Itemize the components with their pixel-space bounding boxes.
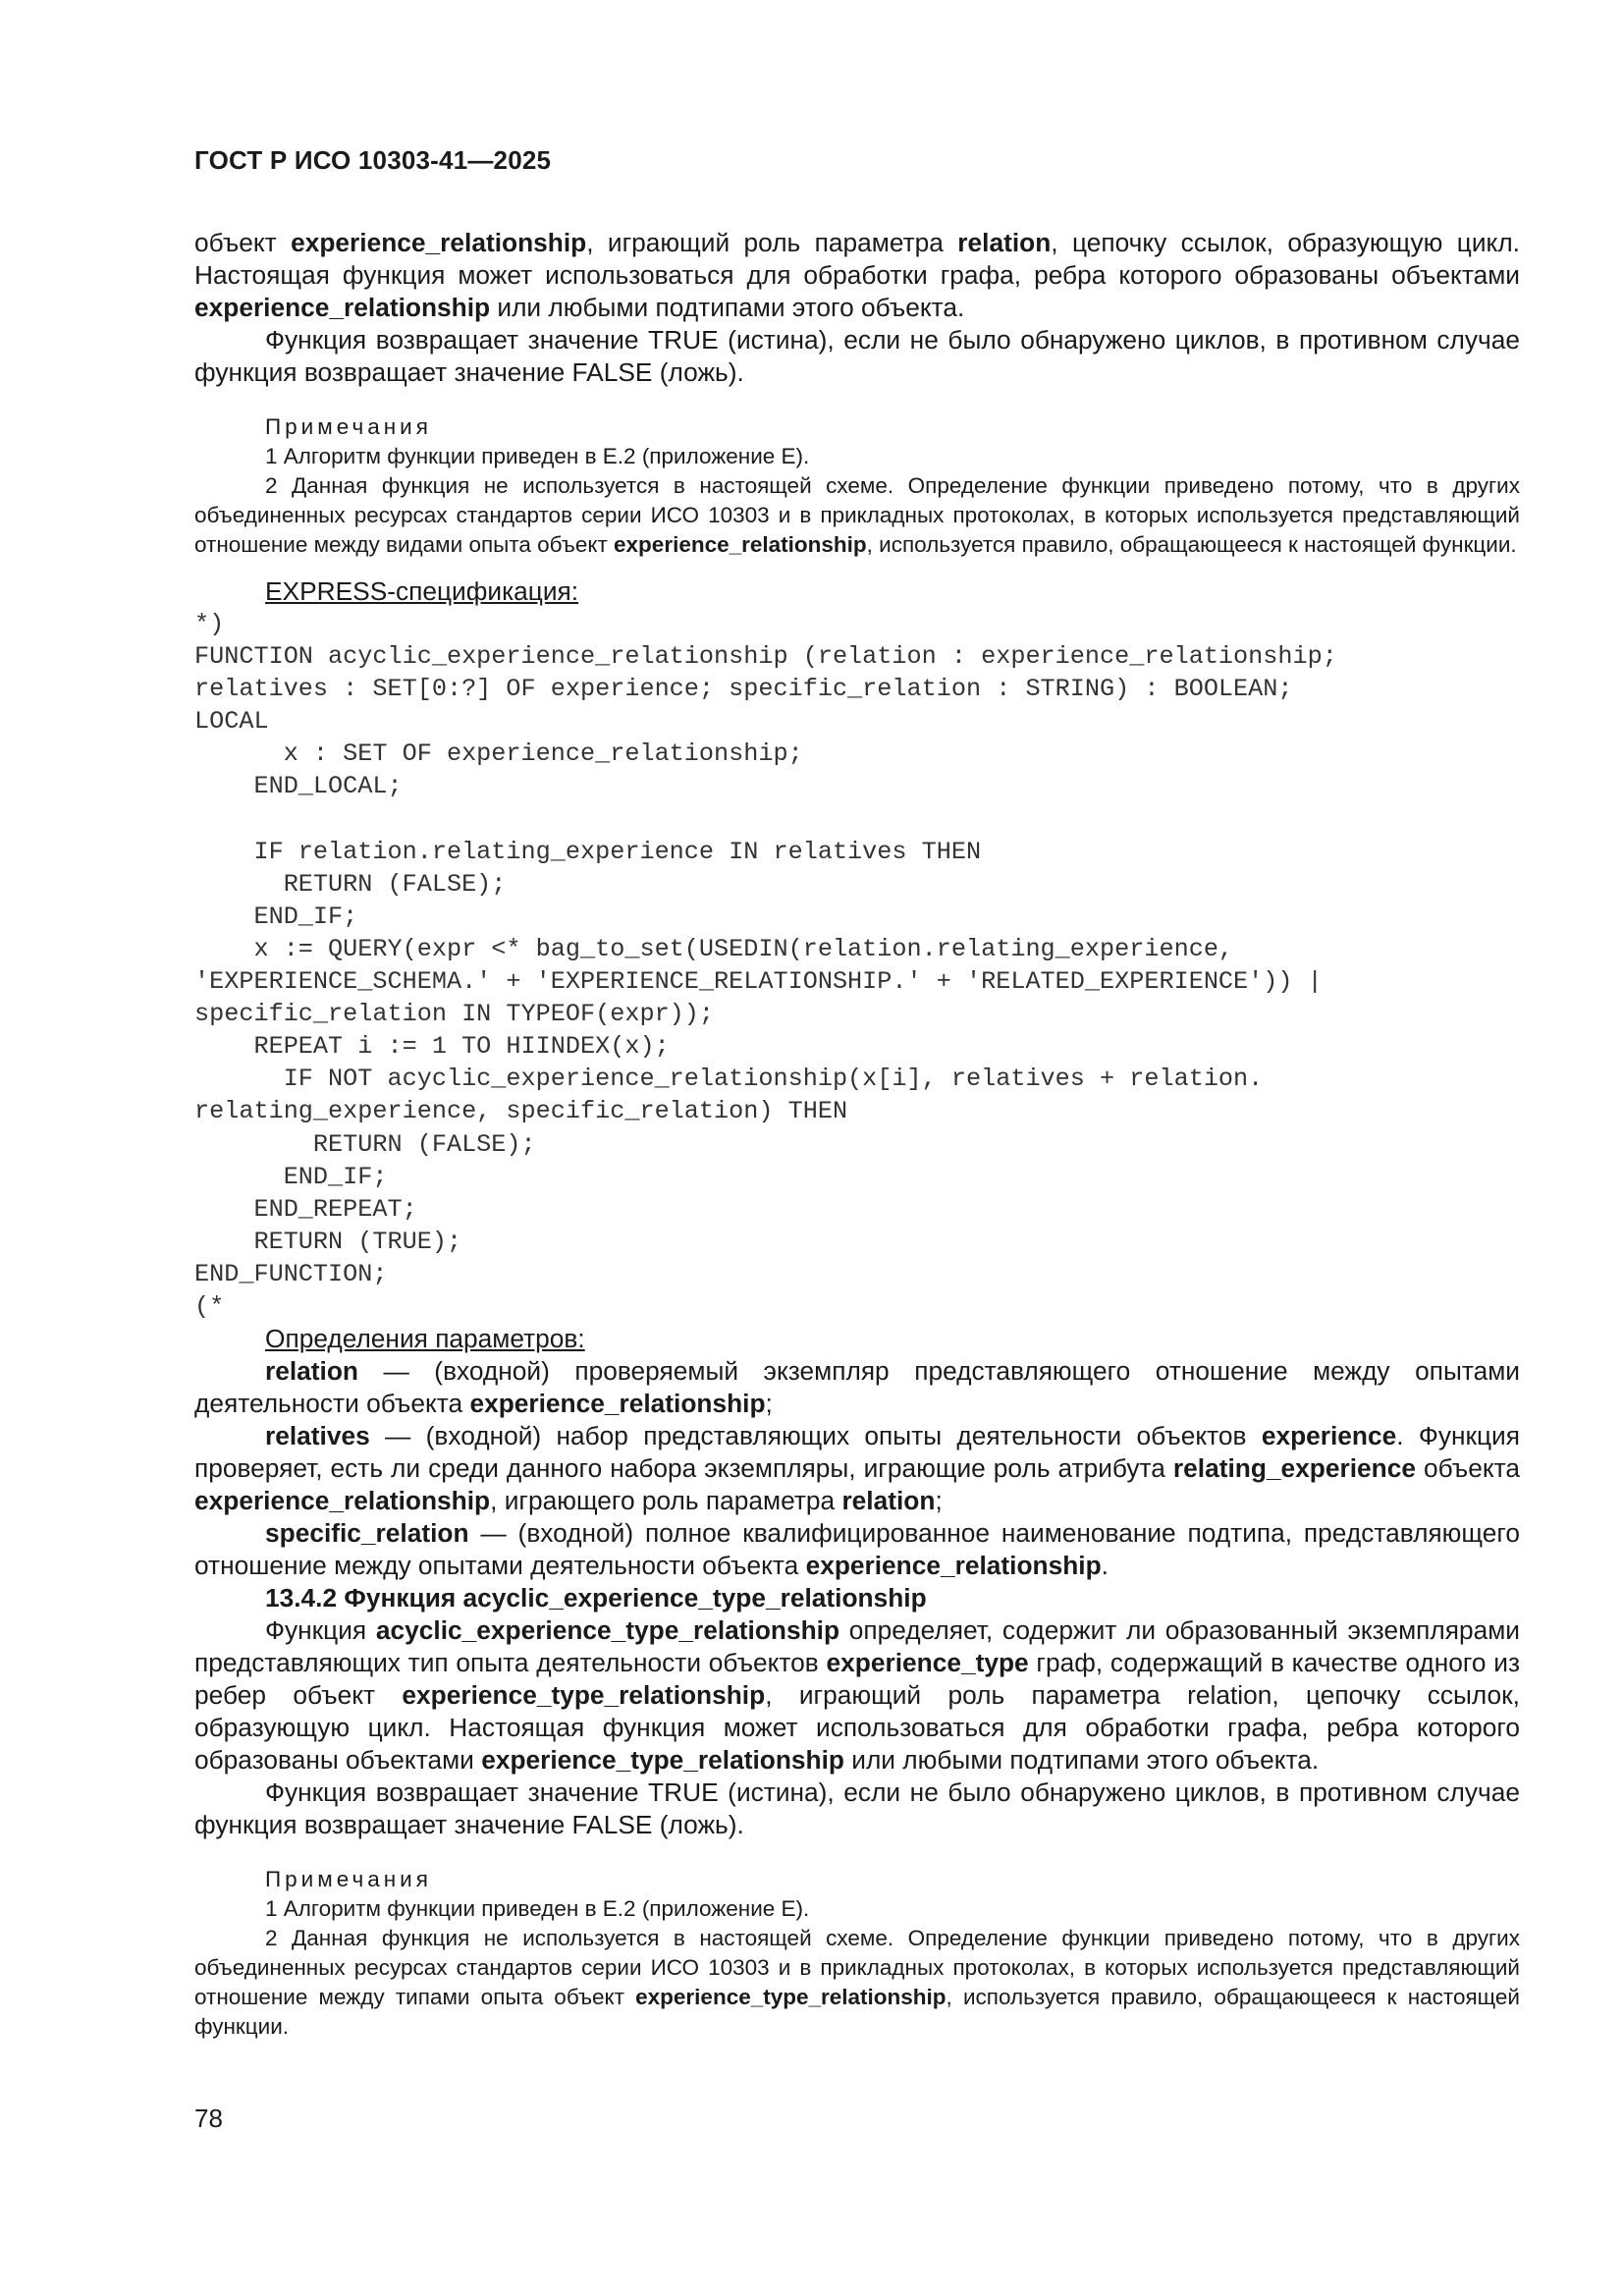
param-specific-relation: specific_relation — (входной) полное квалифицированное наименование подтипа, представляющего отношение между опытами деятельности объекта experience_relationship. — [194, 1518, 1520, 1581]
term-bold: experience — [1261, 1421, 1397, 1451]
code-line: RETURN (FALSE); — [194, 1129, 536, 1159]
term-bold: experience_relationship — [291, 228, 587, 257]
notes-block-2 — [194, 1865, 1520, 2042]
code-line: END_REPEAT; — [194, 1194, 417, 1224]
code-line: RETURN (TRUE); — [194, 1227, 462, 1256]
section-body: Функция acyclic_experience_type_relationship определяет, содержит ли образованный экземплярами представляющих тип опыта деятельности объектов experience_type граф, содержащий в качестве одного из ребер объект experience_type_relationship, играющий роль параметра relation, цепочку ссылок, образующую цикл. Настоящая функция может использоваться для обработки графа, ребра которого образованы объектами experience_type_relationship или любыми подтипами этого объекта. — [194, 1615, 1521, 1776]
code-line: 'EXPERIENCE_SCHEMA.' + 'EXPERIENCE_RELATIONSHIP.' + 'RELATED_EXPERIENCE')) | — [194, 967, 1323, 997]
term-bold: experience_relationship — [805, 1551, 1102, 1581]
code-line: RETURN (FALSE); — [194, 869, 507, 899]
intro-paragraph: объект experience_relationship, играющий роль параметра relation, цепочку ссылок, образующую цикл. Настоящая функция может использоваться для обработки графа, ребра которого образованы объектами experience_relationship или любыми подтипами этого объекта. — [194, 228, 1520, 322]
document-header: ГОСТ Р ИСО 10303-41—2025 — [194, 145, 552, 175]
term-bold: specific_relation — [265, 1518, 469, 1549]
term-bold: relation — [265, 1356, 358, 1387]
code-line: IF NOT acyclic_experience_relationship(x[i], relatives + relation. — [194, 1065, 1264, 1094]
notes-title-2: Примечания — [265, 1867, 432, 1892]
param-relation: relation — (входной) проверяемый экземпляр представляющего отношение между опытами деятельности объекта experience_relationship; — [194, 1356, 1520, 1419]
notes-title-1: Примечания — [265, 414, 432, 439]
note-2-2: 2 Данная функция не используется в настоящей схеме. Определение функции приведено потому, что в других объединенных ресурсах стандартов серии ИСО 10303 и в прикладных протоколах, в которых используется представляющий отношение между типами опыта объект experience_type_relationship, используется правило, обращающееся к настоящей функции. — [194, 1926, 1520, 2040]
params-label: Определения параметров: — [265, 1324, 585, 1354]
note-1-1: 1 Алгоритм функции приведен в Е.2 (приложение Е). — [265, 444, 810, 468]
document-page — [194, 145, 1520, 2057]
term-bold: acyclic_experience_type_relationship — [375, 1615, 840, 1646]
code-line: LOCAL — [194, 707, 269, 737]
returns-paragraph-1: Функция возвращает значение TRUE (истина), если не было обнаружено циклов, в противном случае функция возвращает значение FALSE (ложь). — [194, 325, 1520, 387]
notes-block-1 — [194, 412, 1520, 560]
term-bold: experience_type — [826, 1648, 1029, 1678]
param-relatives: relatives — (входной) набор представляющих опыты деятельности объектов experience. Функция проверяет, есть ли среди данного набора экземпляры, играющие роль атрибута relating_experience объекта experience_relationship, играющего роль параметра relation; — [194, 1421, 1520, 1516]
term-bold: experience_type_relationship — [635, 1985, 947, 2010]
code-line: REPEAT i := 1 TO HIINDEX(x); — [194, 1032, 670, 1062]
express-code-block — [194, 608, 1520, 1323]
term-bold: experience_relationship — [614, 532, 867, 557]
term-bold: experience_relationship — [194, 1486, 491, 1516]
code-line — [194, 803, 1520, 836]
code-line: IF relation.relating_experience IN relatives THEN — [194, 837, 982, 866]
note-1-2: 2 Данная функция не используется в настоящей схеме. Определение функции приведено потому, что в других объединенных ресурсах стандартов серии ИСО 10303 и в прикладных протоколах, в которых используется представляющий отношение между видами опыта объект experience_relationship, используется правило, обращающееся к настоящей функции. — [194, 473, 1520, 557]
code-line: relatives : SET[0:?] OF experience; specific_relation : STRING) : BOOLEAN; — [194, 675, 1293, 704]
term-bold: experience_relationship — [194, 293, 491, 322]
code-line: *) — [194, 610, 225, 638]
returns-paragraph-2: Функция возвращает значение TRUE (истина), если не было обнаружено циклов, в противном случае функция возвращает значение FALSE (ложь). — [194, 1777, 1520, 1840]
term-bold: relatives — [265, 1421, 370, 1451]
code-line: END_LOCAL; — [194, 772, 403, 801]
term-bold: experience_relationship — [469, 1389, 766, 1419]
term-bold: experience_type_relationship — [481, 1745, 844, 1776]
code-line: relating_experience, specific_relation) THEN — [194, 1097, 848, 1126]
code-line: x := QUERY(expr <* bag_to_set(USEDIN(relation.relating_experience, — [194, 934, 1234, 963]
term-bold: relation — [841, 1486, 936, 1516]
express-spec-label: EXPRESS-спецификация: — [265, 576, 579, 606]
code-line: END_IF; — [194, 902, 358, 931]
term-bold: experience_type_relationship — [402, 1680, 766, 1711]
code-line: END_FUNCTION; — [194, 1259, 388, 1288]
code-line: END_IF; — [194, 1162, 388, 1191]
code-line: (* — [194, 1291, 225, 1321]
section-title: 13.4.2 Функция acyclic_experience_type_relationship — [265, 1583, 927, 1613]
code-line: FUNCTION acyclic_experience_relationship (relation : experience_relationship; — [194, 642, 1337, 672]
term-bold: relating_experience — [1172, 1453, 1416, 1484]
term-bold: relation — [957, 228, 1052, 257]
note-2-1: 1 Алгоритм функции приведен в Е.2 (приложение Е). — [265, 1896, 810, 1922]
code-line: x : SET OF experience_relationship; — [194, 739, 803, 769]
code-line: specific_relation IN TYPEOF(expr)); — [194, 1000, 715, 1029]
page-number: 78 — [194, 2104, 223, 2133]
